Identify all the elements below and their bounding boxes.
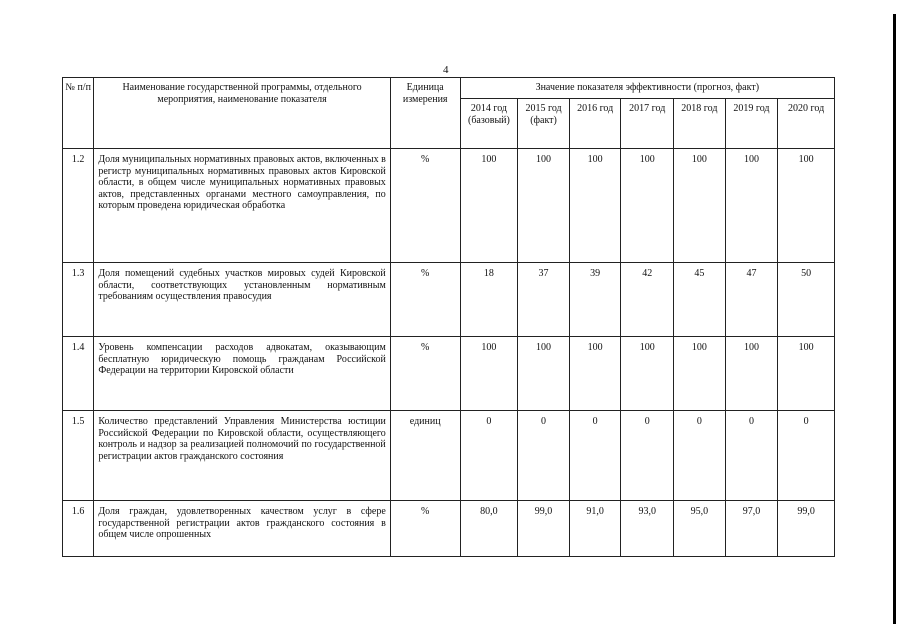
row-value: 45 <box>674 263 726 337</box>
row-value: 99,0 <box>518 501 570 557</box>
row-value: 0 <box>621 411 674 501</box>
header-unit: Единица измерения <box>390 78 460 149</box>
row-value: 0 <box>460 411 518 501</box>
row-num: 1.5 <box>63 411 94 501</box>
header-year: 2017 год <box>621 99 674 149</box>
row-value: 99,0 <box>778 501 835 557</box>
row-unit: единиц <box>390 411 460 501</box>
header-year: 2020 год <box>778 99 835 149</box>
row-value: 95,0 <box>674 501 726 557</box>
header-year: 2016 год <box>569 99 621 149</box>
row-value: 100 <box>621 337 674 411</box>
row-value: 80,0 <box>460 501 518 557</box>
row-name: Доля муниципальных нормативных правовых актов, включенных в регистр муниципальных нормативных правовых актов Кировской области, в общем числе муниципальных нормативных правовых актов, представленных органами местного самоуправления, по которым проведена юридическая обработка <box>94 149 390 263</box>
row-value: 100 <box>674 337 726 411</box>
header-year: 2019 год <box>725 99 778 149</box>
header-year: 2014 год (базовый) <box>460 99 518 149</box>
header-year: 2015 год (факт) <box>518 99 570 149</box>
table-row <box>63 337 835 411</box>
row-value: 42 <box>621 263 674 337</box>
row-value: 0 <box>569 411 621 501</box>
row-value: 39 <box>569 263 621 337</box>
row-unit: % <box>390 501 460 557</box>
table-row <box>63 411 835 501</box>
header-name: Наименование государственной программы, отдельного мероприятия, наименование показателя <box>94 78 390 149</box>
row-value: 100 <box>725 337 778 411</box>
row-value: 100 <box>674 149 726 263</box>
row-value: 100 <box>518 149 570 263</box>
row-num: 1.2 <box>63 149 94 263</box>
row-value: 100 <box>460 337 518 411</box>
row-unit: % <box>390 263 460 337</box>
row-name: Количество представлений Управления Министерства юстиции Российской Федерации по Кировской области, осуществляющего контроль и надзор за реализацией полномочий по государственной регистрации актов гражданского состояния <box>94 411 390 501</box>
row-name: Доля граждан, удовлетворенных качеством услуг в сфере государственной регистрации актов гражданского состояния в общем числе опрошенных <box>94 501 390 557</box>
row-value: 93,0 <box>621 501 674 557</box>
row-value: 37 <box>518 263 570 337</box>
scan-edge-bar <box>893 14 896 624</box>
row-value: 0 <box>778 411 835 501</box>
row-value: 100 <box>621 149 674 263</box>
row-value: 100 <box>778 337 835 411</box>
row-num: 1.4 <box>63 337 94 411</box>
row-name: Доля помещений судебных участков мировых судей Кировской области, соответствующих установленным нормативным требованиям осуществления правосудия <box>94 263 390 337</box>
header-num: № п/п <box>63 78 94 149</box>
row-value: 0 <box>725 411 778 501</box>
table-row <box>63 263 835 337</box>
row-unit: % <box>390 337 460 411</box>
row-value: 100 <box>725 149 778 263</box>
table-row <box>63 501 835 557</box>
row-num: 1.6 <box>63 501 94 557</box>
row-value: 91,0 <box>569 501 621 557</box>
row-value: 100 <box>569 149 621 263</box>
row-value: 100 <box>569 337 621 411</box>
row-value: 100 <box>778 149 835 263</box>
row-value: 100 <box>518 337 570 411</box>
row-value: 50 <box>778 263 835 337</box>
header-year: 2018 год <box>674 99 726 149</box>
row-value: 47 <box>725 263 778 337</box>
row-value: 100 <box>460 149 518 263</box>
row-name: Уровень компенсации расходов адвокатам, оказывающим бесплатную юридическую помощь гражданам Российской Федерации на территории Кировской области <box>94 337 390 411</box>
page-number: 4 <box>443 64 449 76</box>
performance-indicators-table <box>62 77 835 557</box>
row-value: 0 <box>518 411 570 501</box>
row-value: 97,0 <box>725 501 778 557</box>
row-unit: % <box>390 149 460 263</box>
row-value: 0 <box>674 411 726 501</box>
row-num: 1.3 <box>63 263 94 337</box>
header-values: Значение показателя эффективности (прогноз, факт) <box>460 78 834 99</box>
row-value: 18 <box>460 263 518 337</box>
table-row <box>63 149 835 263</box>
